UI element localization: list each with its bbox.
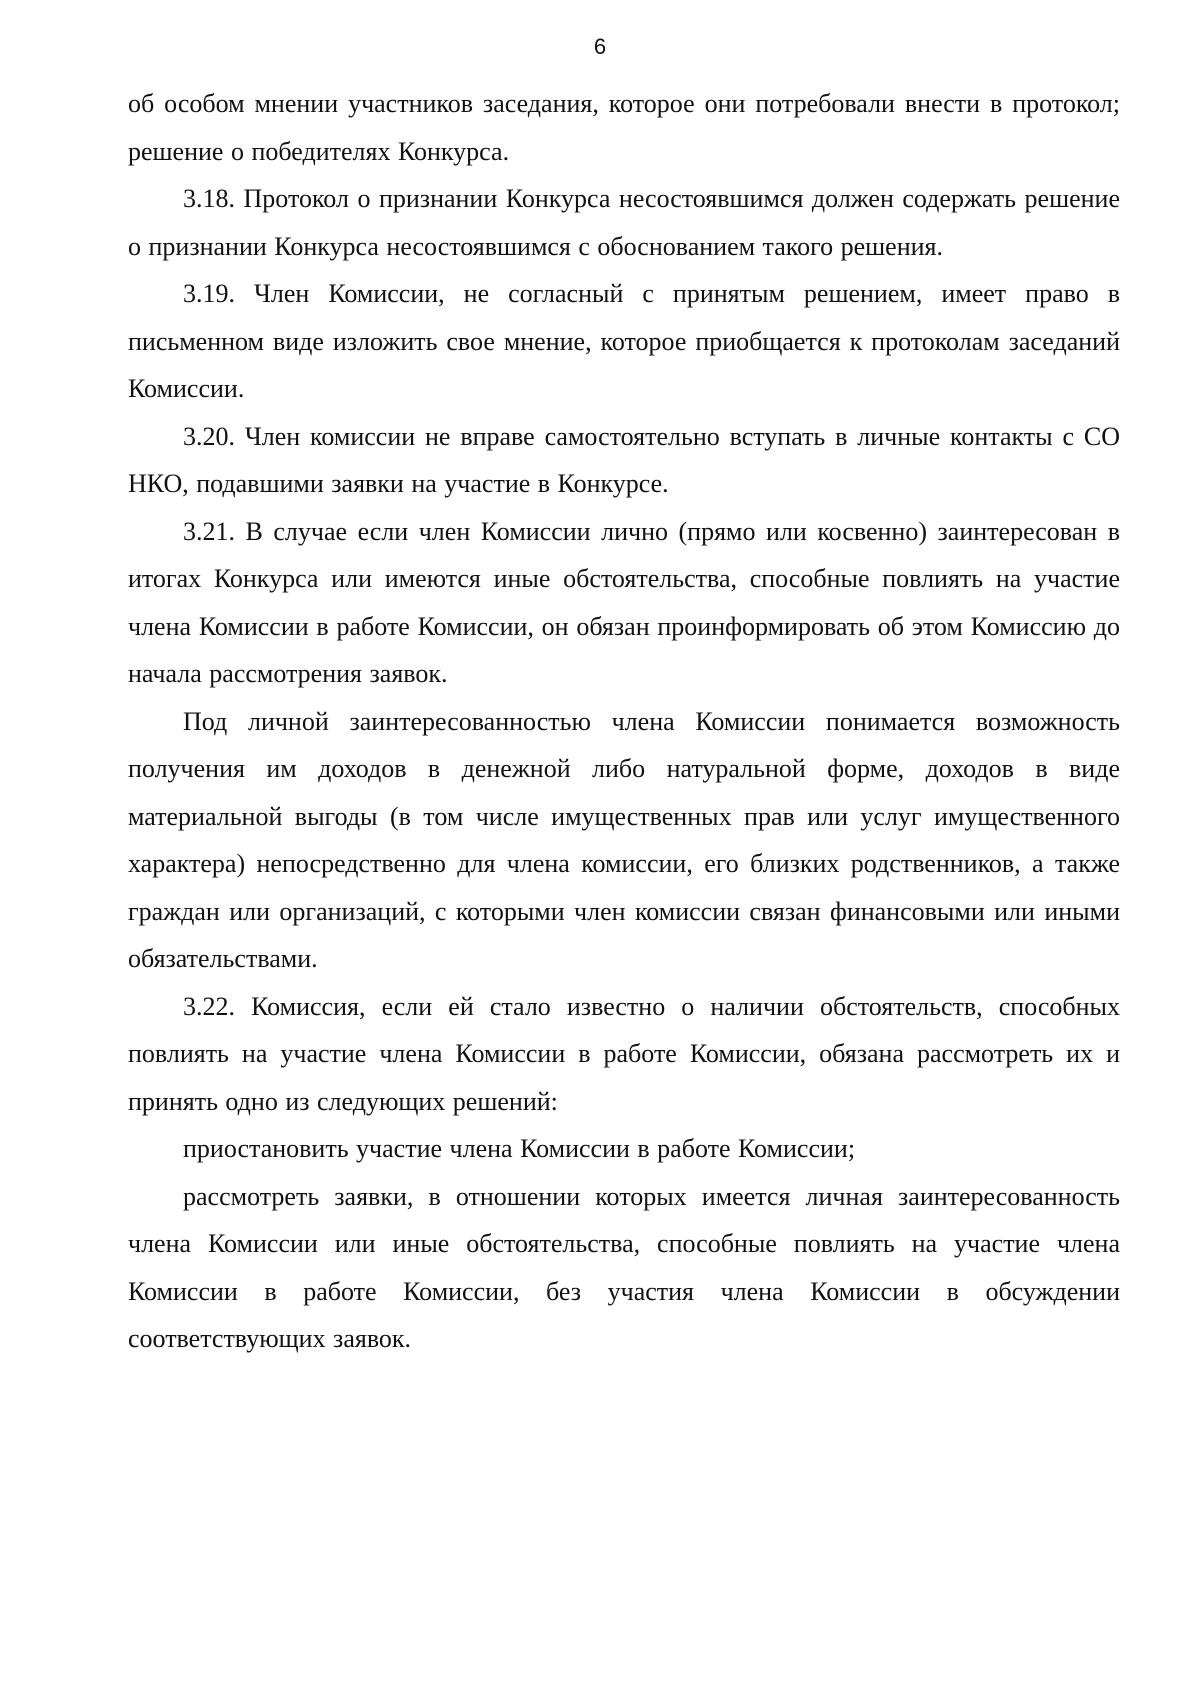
paragraph-option-suspend: приостановить участие члена Комиссии в работе Комиссии; <box>183 1134 856 1163</box>
page-number: 6 <box>593 34 607 59</box>
document-body <box>128 80 1120 1363</box>
paragraph-continuation: об особом мнении участников заседания, которое они потребовали внести в протокол; решение о победителях Конкурса. <box>128 89 1120 166</box>
paragraph-option-review: рассмотреть заявки, в отношении которых имеется личная заинтересованность члена Комиссии или иные обстоятельства, способные повлиять на участие члена Комиссии в работе Комиссии, без участия члена Комиссии в обсуждении соответствующих заявок. <box>128 1181 1120 1353</box>
paragraph-3-18: 3.18. Протокол о признании Конкурса несостоявшимся должен содержать решение о признании Конкурса несостоявшимся с обоснованием такого решения. <box>128 184 1120 261</box>
paragraph-3-20: 3.20. Член комиссии не вправе самостоятельно вступать в личные контакты с СО НКО, подавшими заявки на участие в Конкурсе. <box>128 421 1120 498</box>
paragraph-3-21: 3.21. В случае если член Комиссии лично (прямо или косвенно) заинтересован в итогах Конкурса или имеются иные обстоятельства, способные повлиять на участие члена Комиссии в работе Комиссии, он обязан проинформировать об этом Комиссию до начала рассмотрения заявок. <box>128 516 1120 688</box>
paragraph-3-22: 3.22. Комиссия, если ей стало известно о наличии обстоятельств, способных повлиять на участие члена Комиссии в работе Комиссии, обязана рассмотреть их и принять одно из следующих решений: <box>128 991 1120 1116</box>
paragraph-3-19: 3.19. Член Комиссии, не согласный с принятым решением, имеет право в письменном виде изложить свое мнение, которое приобщается к протоколам заседаний Комиссии. <box>128 279 1120 403</box>
paragraph-personal-interest: Под личной заинтересованностью члена Комиссии понимается возможность получения им доходов в денежной либо натуральной форме, доходов в виде материальной выгоды (в том числе имущественных прав или услуг имущественного характера) непосредственно для члена комиссии, его близких родственников, а также граждан или организаций, с которыми член комиссии связан финансовыми или иными обязательствами. <box>128 706 1120 973</box>
